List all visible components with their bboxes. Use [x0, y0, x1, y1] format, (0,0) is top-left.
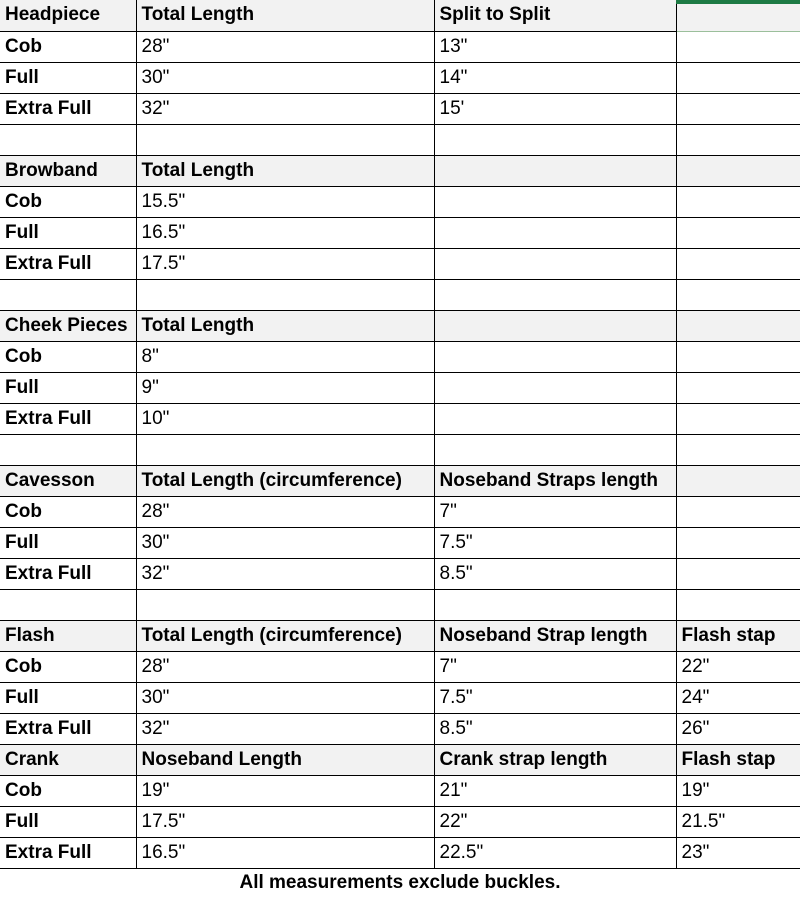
empty-cell[interactable] [676, 279, 800, 310]
table-row [0, 682, 800, 713]
value-cell[interactable]: 13" [434, 31, 676, 62]
column-header-cell[interactable]: Total Length (circumference) [136, 620, 434, 651]
table-row [0, 93, 800, 124]
value-cell[interactable] [434, 372, 676, 403]
value-cell[interactable]: 30" [136, 682, 434, 713]
spacer-row [0, 124, 800, 155]
value-cell[interactable]: 28" [136, 31, 434, 62]
empty-cell[interactable] [434, 124, 676, 155]
empty-cell[interactable] [0, 589, 136, 620]
empty-cell[interactable] [676, 124, 800, 155]
selected-cell-indicator [676, 0, 800, 4]
value-cell[interactable]: 7" [434, 651, 676, 682]
empty-cell[interactable] [434, 434, 676, 465]
empty-cell[interactable] [0, 124, 136, 155]
value-cell[interactable] [676, 217, 800, 248]
empty-cell[interactable] [434, 279, 676, 310]
column-header-cell[interactable]: Total Length [136, 0, 434, 31]
value-cell[interactable]: 21" [434, 775, 676, 806]
section-title-cell[interactable]: Cheek Pieces [0, 310, 136, 341]
table-row [0, 186, 800, 217]
table-row [0, 558, 800, 589]
column-header-cell[interactable]: Total Length (circumference) [136, 465, 434, 496]
size-label-cell[interactable]: Cob [0, 31, 136, 62]
table-row [0, 496, 800, 527]
value-cell[interactable] [676, 341, 800, 372]
column-header-cell[interactable]: Total Length [136, 310, 434, 341]
footer-note: All measurements exclude buckles. [239, 872, 561, 893]
column-header-cell[interactable] [434, 155, 676, 186]
value-cell[interactable]: 24" [676, 682, 800, 713]
value-cell[interactable]: 10" [136, 403, 434, 434]
table-row [0, 217, 800, 248]
value-cell[interactable] [676, 403, 800, 434]
value-cell[interactable] [676, 31, 800, 62]
section-header-flash [0, 620, 800, 651]
value-cell[interactable] [676, 93, 800, 124]
section-title-cell[interactable]: Browband [0, 155, 136, 186]
value-cell[interactable]: 26" [676, 713, 800, 744]
value-cell[interactable]: 28" [136, 651, 434, 682]
table-row [0, 62, 800, 93]
value-cell[interactable]: 9" [136, 372, 434, 403]
value-cell[interactable] [676, 372, 800, 403]
column-header-cell[interactable]: Flash stap [676, 744, 800, 775]
value-cell[interactable] [676, 186, 800, 217]
column-header-cell[interactable]: Total Length [136, 155, 434, 186]
section-title-cell[interactable]: Flash [0, 620, 136, 651]
empty-cell[interactable] [0, 279, 136, 310]
section-title-cell[interactable]: Crank [0, 744, 136, 775]
value-cell[interactable]: 17.5" [136, 806, 434, 837]
value-cell[interactable]: 7.5" [434, 682, 676, 713]
value-cell[interactable]: 28" [136, 496, 434, 527]
value-cell[interactable] [434, 248, 676, 279]
empty-cell[interactable] [136, 589, 434, 620]
value-cell[interactable]: 17.5" [136, 248, 434, 279]
value-cell[interactable]: 22" [676, 651, 800, 682]
column-header-cell[interactable]: Noseband Strap length [434, 620, 676, 651]
table-row [0, 341, 800, 372]
value-cell[interactable]: 8" [136, 341, 434, 372]
table-row [0, 248, 800, 279]
value-cell[interactable]: 19" [676, 775, 800, 806]
empty-cell[interactable] [676, 434, 800, 465]
value-cell[interactable]: 8.5" [434, 558, 676, 589]
empty-cell[interactable] [136, 279, 434, 310]
empty-cell[interactable] [136, 124, 434, 155]
size-label-cell[interactable]: Cob [0, 651, 136, 682]
value-cell[interactable]: 16.5" [136, 837, 434, 868]
size-label-cell[interactable]: Cob [0, 186, 136, 217]
value-cell[interactable]: 19" [136, 775, 434, 806]
value-cell[interactable]: 23" [676, 837, 800, 868]
size-label-cell[interactable]: Cob [0, 775, 136, 806]
value-cell[interactable]: 30" [136, 62, 434, 93]
section-header-cavesson [0, 465, 800, 496]
value-cell[interactable] [676, 62, 800, 93]
column-header-cell[interactable] [676, 310, 800, 341]
value-cell[interactable] [434, 403, 676, 434]
value-cell[interactable] [676, 496, 800, 527]
section-header-headpiece [0, 0, 800, 31]
size-label-cell[interactable]: Full [0, 527, 136, 558]
value-cell[interactable]: 15' [434, 93, 676, 124]
spacer-row [0, 279, 800, 310]
column-header-cell[interactable]: Flash stap [676, 620, 800, 651]
size-label-cell[interactable]: Extra Full [0, 248, 136, 279]
size-label-cell[interactable]: Extra Full [0, 837, 136, 868]
empty-cell[interactable] [676, 589, 800, 620]
table-row [0, 527, 800, 558]
value-cell[interactable]: 14" [434, 62, 676, 93]
value-cell[interactable] [434, 217, 676, 248]
table-row [0, 31, 800, 62]
size-label-cell[interactable]: Extra Full [0, 558, 136, 589]
empty-cell[interactable] [434, 589, 676, 620]
table-row [0, 775, 800, 806]
value-cell[interactable] [676, 558, 800, 589]
column-header-cell[interactable] [434, 310, 676, 341]
value-cell[interactable]: 21.5" [676, 806, 800, 837]
column-header-cell[interactable]: Noseband Straps length [434, 465, 676, 496]
value-cell[interactable]: 30" [136, 527, 434, 558]
size-label-cell[interactable]: Full [0, 682, 136, 713]
value-cell[interactable]: 22" [434, 806, 676, 837]
value-cell[interactable]: 22.5" [434, 837, 676, 868]
size-label-cell[interactable]: Full [0, 372, 136, 403]
value-cell[interactable]: 32" [136, 558, 434, 589]
value-cell[interactable] [676, 248, 800, 279]
size-label-cell[interactable]: Full [0, 217, 136, 248]
value-cell[interactable] [676, 527, 800, 558]
value-cell[interactable]: 8.5" [434, 713, 676, 744]
value-cell[interactable]: 7.5" [434, 527, 676, 558]
value-cell[interactable]: 7" [434, 496, 676, 527]
size-label-cell[interactable]: Extra Full [0, 403, 136, 434]
column-header-cell[interactable]: Crank strap length [434, 744, 676, 775]
value-cell[interactable]: 15.5" [136, 186, 434, 217]
section-title-cell[interactable]: Cavesson [0, 465, 136, 496]
value-cell[interactable] [434, 186, 676, 217]
size-label-cell[interactable]: Extra Full [0, 93, 136, 124]
value-cell[interactable]: 16.5" [136, 217, 434, 248]
table-row [0, 837, 800, 868]
size-label-cell[interactable]: Cob [0, 341, 136, 372]
section-header-crank [0, 744, 800, 775]
size-label-cell[interactable]: Full [0, 806, 136, 837]
column-header-cell[interactable]: Noseband Length [136, 744, 434, 775]
table-row [0, 806, 800, 837]
column-header-cell[interactable] [676, 465, 800, 496]
table-row [0, 713, 800, 744]
table-row [0, 403, 800, 434]
value-cell[interactable]: 32" [136, 93, 434, 124]
value-cell[interactable]: 32" [136, 713, 434, 744]
table-row [0, 651, 800, 682]
size-label-cell[interactable]: Cob [0, 496, 136, 527]
empty-cell[interactable] [136, 434, 434, 465]
column-header-cell[interactable] [676, 155, 800, 186]
table-row [0, 372, 800, 403]
empty-cell[interactable] [0, 434, 136, 465]
size-label-cell[interactable]: Extra Full [0, 713, 136, 744]
spacer-row [0, 434, 800, 465]
section-header-browband [0, 155, 800, 186]
section-title-cell[interactable]: Headpiece [0, 0, 136, 31]
spacer-row [0, 589, 800, 620]
column-header-cell[interactable]: Split to Split [434, 0, 676, 31]
size-label-cell[interactable]: Full [0, 62, 136, 93]
column-header-cell[interactable] [676, 0, 800, 31]
section-header-cheek-pieces [0, 310, 800, 341]
value-cell[interactable] [434, 341, 676, 372]
